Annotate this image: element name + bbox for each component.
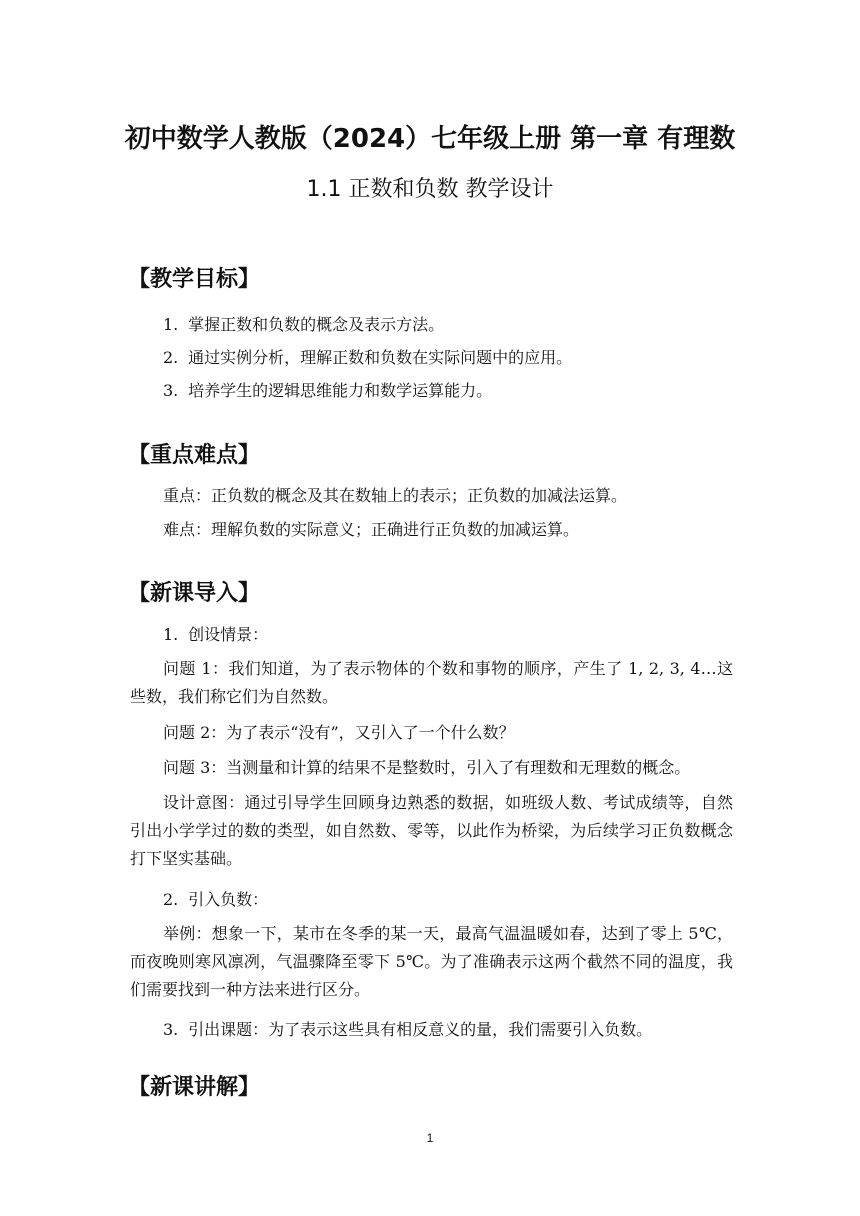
step-number: 2. [163,890,179,909]
section-heading-goals: 【教学目标】 [128,267,261,292]
goal-item-1 [163,311,733,339]
document-subtitle: 1.1 正数和负数 教学设计 [306,177,554,202]
goal-item-number: 3. [163,381,179,400]
intro-step-3 [163,1016,733,1044]
step-text: 引入负数： [188,890,269,909]
document-title: 初中数学人教版（2024）七年级上册 第一章 有理数 [124,124,736,154]
section-heading-lecture: 【新课讲解】 [128,1075,261,1100]
goal-item-text: 掌握正数和负数的概念及表示方法。 [188,315,445,334]
intro-step-1 [163,621,733,649]
step-number: 3. [163,1020,179,1039]
question-2-paragraph: 问题 2：为了表示“没有”，又引入了一个什么数？ [163,723,515,742]
section-heading-intro: 【新课导入】 [128,581,261,606]
page-number: 1 [426,1131,434,1145]
goal-item-text: 通过实例分析，理解正数和负数在实际问题中的应用。 [188,348,573,367]
design-intent-paragraph: 设计意图：通过引导学生回顾身边熟悉的数据，如班级人数、考试成绩等，自然引出小学学过的数的类型，如自然数、零等，以此作为桥梁，为后续学习正负数概念打下坚实基础。 [130,793,733,868]
goal-item-3 [163,377,733,405]
goal-item-text: 培养学生的逻辑思维能力和数学运算能力。 [188,381,493,400]
question-1-paragraph: 问题 1：我们知道，为了表示物体的个数和事物的顺序，产生了 1, 2, 3, 4…这些数，我们称它们为自然数。 [130,659,733,706]
section-heading-key-points: 【重点难点】 [128,443,261,468]
intro-step-2 [163,886,733,914]
step-text: 创设情景： [188,625,269,644]
step-text: 引出课题：为了表示这些具有相反意义的量，我们需要引入负数。 [188,1020,653,1039]
example-paragraph: 举例：想象一下，某市在冬季的某一天，最高气温温暖如春，达到了零上 5℃，而夜晚则寒风凛冽，气温骤降至零下 5℃。为了准确表示这两个截然不同的温度，我们需要找到一种方法来进行区分。 [130,924,733,999]
difficulty-text: 难点：理解负数的实际意义；正确进行正负数的加减运算。 [163,520,580,539]
goal-item-2 [163,344,733,372]
question-3-paragraph: 问题 3：当测量和计算的结果不是整数时，引入了有理数和无理数的概念。 [163,758,691,777]
goal-item-number: 1. [163,315,179,334]
goal-item-number: 2. [163,348,179,367]
step-number: 1. [163,625,179,644]
focus-text: 重点：正负数的概念及其在数轴上的表示；正负数的加减法运算。 [163,486,628,505]
